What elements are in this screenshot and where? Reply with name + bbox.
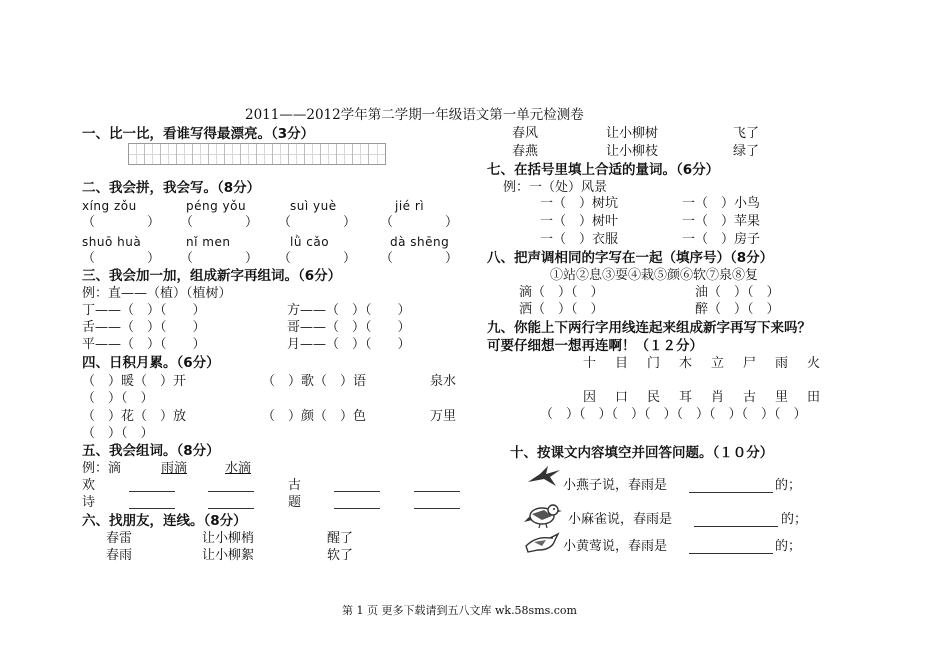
answer-paren[interactable]: （ ） — [380, 251, 459, 266]
grid-cell[interactable] — [321, 144, 337, 164]
grid-cell[interactable] — [129, 144, 145, 164]
match-word[interactable]: 绿了 — [733, 144, 760, 159]
grid-cell[interactable] — [289, 144, 305, 164]
answer-paren[interactable]: （ ） — [380, 215, 459, 230]
sparrow-icon — [522, 500, 564, 530]
measure-item[interactable]: 一（ ）小鸟 — [682, 196, 761, 211]
match-word[interactable]: 让小柳絮 — [202, 548, 255, 563]
fill-line-suffix: 的； — [775, 478, 802, 493]
section-2-heading: 二、我会拼，我会写。（8分） — [82, 180, 261, 196]
connect-char[interactable]: 民 — [647, 390, 661, 405]
connect-char[interactable]: 古 — [743, 390, 757, 405]
example-text: 例：一（处）风景 — [503, 180, 608, 195]
idiom-item: 泉水 — [430, 374, 457, 389]
example-text: 例：滴 — [82, 461, 122, 476]
measure-item[interactable]: 一（ ）树叶 — [540, 214, 619, 229]
grid-cell[interactable] — [273, 144, 289, 164]
tone-item[interactable]: 滴（ ）（ ） — [519, 285, 604, 300]
connect-char[interactable]: 火 — [807, 356, 821, 371]
connect-char[interactable]: 耳 — [679, 390, 693, 405]
match-word[interactable]: 醒了 — [327, 531, 354, 546]
section-3-heading: 三、我会加一加，组成新字再组词。（6分） — [82, 268, 342, 284]
answer-paren[interactable]: （ ） — [82, 215, 161, 230]
pinyin-6: nǐ men — [186, 235, 231, 249]
connect-char[interactable]: 肖 — [711, 390, 725, 405]
grid-cell[interactable] — [353, 144, 369, 164]
section-10-heading: 十、按课文内容填空并回答问题。（１０分） — [510, 445, 774, 461]
pinyin-3: suì yuè — [290, 199, 337, 213]
measure-item[interactable]: 一（ ）树坑 — [540, 196, 619, 211]
pinyin-7: lǜ cǎo — [290, 235, 330, 249]
add-char-item[interactable]: 丁——（ ）（ ） — [82, 303, 206, 318]
fill-line-text: 小麻雀说，春雨是 — [568, 512, 673, 527]
pinyin-8: dà shēng — [390, 235, 450, 249]
grid-cell[interactable] — [209, 144, 225, 164]
pinyin-1: xíng zǒu — [82, 199, 137, 213]
section-1-heading: 一、比一比，看谁写得最漂亮。（3分） — [82, 126, 315, 142]
page-footer: 第 1 页 更多下载请到五八文库 wk.58sms.com — [342, 604, 577, 617]
connect-char[interactable]: 雨 — [775, 356, 789, 371]
match-word[interactable]: 春雷 — [106, 531, 133, 546]
match-word[interactable]: 让小柳梢 — [202, 531, 255, 546]
connect-char[interactable]: 里 — [775, 390, 789, 405]
add-char-item[interactable]: 舌——（ ）（ ） — [82, 320, 206, 335]
answer-blank[interactable] — [334, 508, 380, 509]
idiom-item[interactable]: （ ）歌（ ）语 — [262, 374, 367, 389]
example-text: 例：直——（植）（植树） — [82, 286, 232, 301]
match-word[interactable]: 春雨 — [106, 548, 133, 563]
grid-cell[interactable] — [369, 144, 385, 164]
section-4-heading: 四、日积月累。（6分） — [82, 355, 220, 371]
answer-blank[interactable] — [129, 491, 175, 492]
answer-blank[interactable] — [334, 491, 380, 492]
idiom-item[interactable]: （ ）暖（ ）开 — [82, 374, 187, 389]
pinyin-4: jié rì — [395, 199, 425, 213]
answer-blank[interactable] — [689, 492, 773, 493]
example-word: 水滴 — [225, 461, 252, 476]
pinyin-2: péng yǒu — [186, 199, 247, 213]
measure-item[interactable]: 一（ ）苹果 — [682, 214, 761, 229]
answer-paren[interactable]: （ ） — [278, 251, 357, 266]
answer-blank[interactable] — [694, 526, 778, 527]
match-word[interactable]: 软了 — [327, 548, 354, 563]
writing-grid[interactable] — [128, 143, 386, 165]
idiom-item[interactable]: （ ）（ ） — [82, 426, 154, 441]
answer-paren[interactable]: （ ） — [180, 215, 259, 230]
fill-line-text: 小黄莺说，春雨是 — [563, 539, 668, 554]
word-char: 题 — [288, 495, 302, 510]
grid-cell[interactable] — [193, 144, 209, 164]
oriole-icon — [522, 530, 562, 556]
grid-cell[interactable] — [337, 144, 353, 164]
answer-paren-row[interactable]: （ ）（ ）（ ）（ ）（ ）（ ）（ ）（ ） — [540, 407, 807, 422]
tone-item[interactable]: 洒（ ）（ ） — [519, 302, 604, 317]
match-word[interactable]: 飞了 — [733, 126, 760, 141]
measure-item[interactable]: 一（ ）房子 — [682, 232, 761, 247]
answer-blank[interactable] — [129, 508, 175, 509]
connect-char[interactable]: 门 — [647, 356, 661, 371]
grid-cell[interactable] — [225, 144, 241, 164]
measure-item[interactable]: 一（ ）衣服 — [540, 232, 619, 247]
add-char-item[interactable]: 平——（ ）（ ） — [82, 337, 206, 352]
connect-char[interactable]: 田 — [807, 390, 821, 405]
answer-blank[interactable] — [208, 491, 254, 492]
connect-char[interactable]: 目 — [615, 356, 629, 371]
grid-cell[interactable] — [305, 144, 321, 164]
answer-paren[interactable]: （ ） — [82, 251, 161, 266]
word-char: 古 — [288, 478, 302, 493]
connect-char[interactable]: 木 — [679, 356, 693, 371]
add-char-item[interactable]: 方——（ ）（ ） — [287, 303, 411, 318]
grid-cell[interactable] — [177, 144, 193, 164]
fill-line-suffix: 的； — [781, 512, 808, 527]
idiom-item[interactable]: （ ）（ ） — [82, 391, 154, 406]
idiom-item[interactable]: （ ）颜（ ）色 — [262, 409, 367, 424]
connect-char[interactable]: 十 — [583, 356, 597, 371]
pinyin-5: shuō huà — [82, 235, 142, 249]
example-word: 雨滴 — [161, 461, 188, 476]
fill-line-text: 小燕子说，春雨是 — [563, 478, 668, 493]
page-title: 2011——2012学年第二学期一年级语文第一单元检测卷 — [245, 107, 584, 123]
grid-cell[interactable] — [241, 144, 257, 164]
match-word[interactable]: 让小柳树 — [606, 126, 659, 141]
answer-paren[interactable]: （ ） — [278, 215, 357, 230]
answer-blank[interactable] — [208, 508, 254, 509]
connect-char[interactable]: 口 — [615, 390, 629, 405]
match-word[interactable]: 春燕 — [512, 144, 539, 159]
connect-char[interactable]: 因 — [583, 390, 597, 405]
word-char: 欢 — [82, 478, 96, 493]
match-word[interactable]: 春风 — [512, 126, 539, 141]
tone-item[interactable]: 醉（ ）（ ） — [695, 302, 780, 317]
answer-paren[interactable]: （ ） — [180, 251, 259, 266]
word-char: 诗 — [82, 495, 96, 510]
section-7-heading: 七、在括号里填上合适的量词。（6分） — [487, 162, 720, 178]
add-char-item[interactable]: 月——（ ）（ ） — [287, 337, 411, 352]
connect-char[interactable]: 尸 — [743, 356, 757, 371]
fill-line-suffix: 的； — [775, 539, 802, 554]
tone-item[interactable]: 油（ ）（ ） — [695, 285, 780, 300]
section-9-subheading: 可要仔细想一想再连啊！（１２分） — [487, 338, 703, 354]
idiom-item[interactable]: （ ）花（ ）放 — [82, 409, 187, 424]
answer-blank[interactable] — [689, 553, 773, 554]
match-word[interactable]: 让小柳枝 — [606, 144, 659, 159]
answer-blank[interactable] — [414, 508, 460, 509]
grid-cell[interactable] — [145, 144, 161, 164]
connect-char[interactable]: 立 — [711, 356, 725, 371]
grid-cell[interactable] — [257, 144, 273, 164]
grid-cell[interactable] — [161, 144, 177, 164]
add-char-item[interactable]: 哥——（ ）（ ） — [287, 320, 411, 335]
swallow-icon — [526, 462, 562, 488]
section-8-heading: 八、把声调相同的字写在一起（填序号）（8分） — [487, 250, 774, 266]
idiom-item: 万里 — [430, 409, 457, 424]
answer-blank[interactable] — [414, 491, 460, 492]
section-9-heading: 九、你能上下两行字用线连起来组成新字再写下来吗？ — [487, 320, 811, 336]
section-6-heading: 六、找朋友，连线。（8分） — [82, 513, 247, 529]
section-5-heading: 五、我会组词。（8分） — [82, 443, 220, 459]
tone-options: ①站②息③耍④栽⑤颜⑥软⑦泉⑧复 — [550, 268, 759, 283]
